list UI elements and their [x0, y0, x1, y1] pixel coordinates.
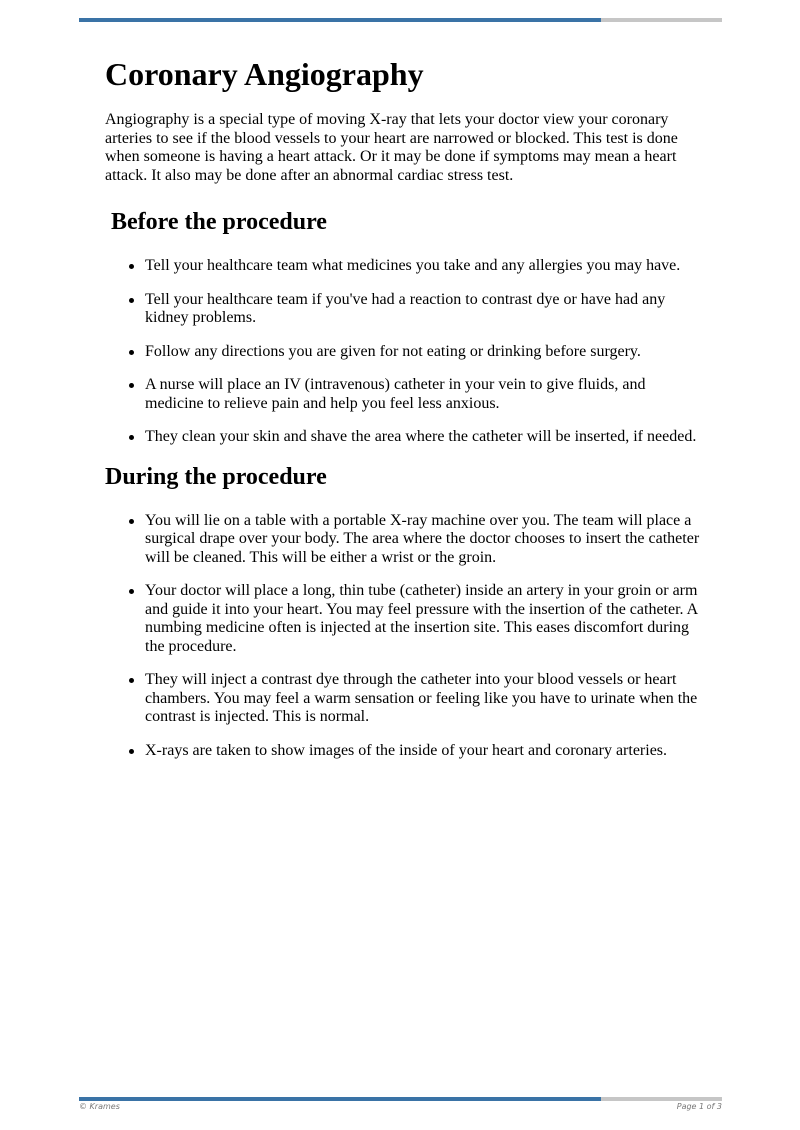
list-item: They will inject a contrast dye through the catheter into your blood vessels or heart chambers. You may feel a warm sensation or feeling like you have to urinate when the contrast is injected. This is normal. [145, 671, 705, 727]
copyright-text: © Krames [79, 1102, 120, 1111]
list-item: A nurse will place an IV (intravenous) catheter in your vein to give fluids, and medicine to relieve pain and help you feel less anxious. [145, 376, 705, 413]
bottom-rule [79, 1097, 722, 1101]
bottom-rule-track [601, 1097, 722, 1101]
page-title: Coronary Angiography [105, 56, 424, 92]
list-item: You will lie on a table with a portable X-ray machine over you. The team will place a surgical drape over your body. The area where the doctor chooses to insert the catheter will be cleaned. This will be either a wrist or the groin. [145, 512, 705, 568]
list-item: X-rays are taken to show images of the inside of your heart and coronary arteries. [145, 742, 705, 761]
section-during-procedure [105, 462, 705, 761]
top-rule-track [601, 18, 722, 22]
section-heading: Before the procedure [111, 209, 327, 235]
list-item: Tell your healthcare team what medicines you take and any allergies you may have. [145, 257, 705, 276]
page-indicator: Page 1 of 3 [676, 1102, 722, 1111]
section-before-procedure [105, 207, 705, 447]
bottom-rule-accent [79, 1097, 601, 1101]
list-item: Follow any directions you are given for not eating or drinking before surgery. [145, 343, 705, 362]
document-body [105, 54, 705, 775]
top-rule [79, 18, 722, 22]
list-item: Your doctor will place a long, thin tube (catheter) inside an artery in your groin or arm and guide it into your heart. You may feel pressure with the insertion of the catheter. A numbing medicine often is injected at the insertion site. This eases discomfort during the procedure. [145, 582, 705, 656]
top-rule-accent [79, 18, 601, 22]
section-heading: During the procedure [105, 463, 327, 490]
bullet-list [105, 257, 705, 447]
bullet-list [105, 512, 705, 761]
list-item: They clean your skin and shave the area where the catheter will be inserted, if needed. [145, 428, 705, 447]
intro-paragraph: Angiography is a special type of moving X-ray that lets your doctor view your coronary arteries to see if the blood vessels to your heart are narrowed or blocked. This test is done when someone is having a heart attack. Or it may be done if symptoms may mean a heart attack. It also may be done after an abnormal cardiac stress test. [105, 111, 678, 184]
list-item: Tell your healthcare team if you've had a reaction to contrast dye or have had any kidney problems. [145, 291, 705, 328]
